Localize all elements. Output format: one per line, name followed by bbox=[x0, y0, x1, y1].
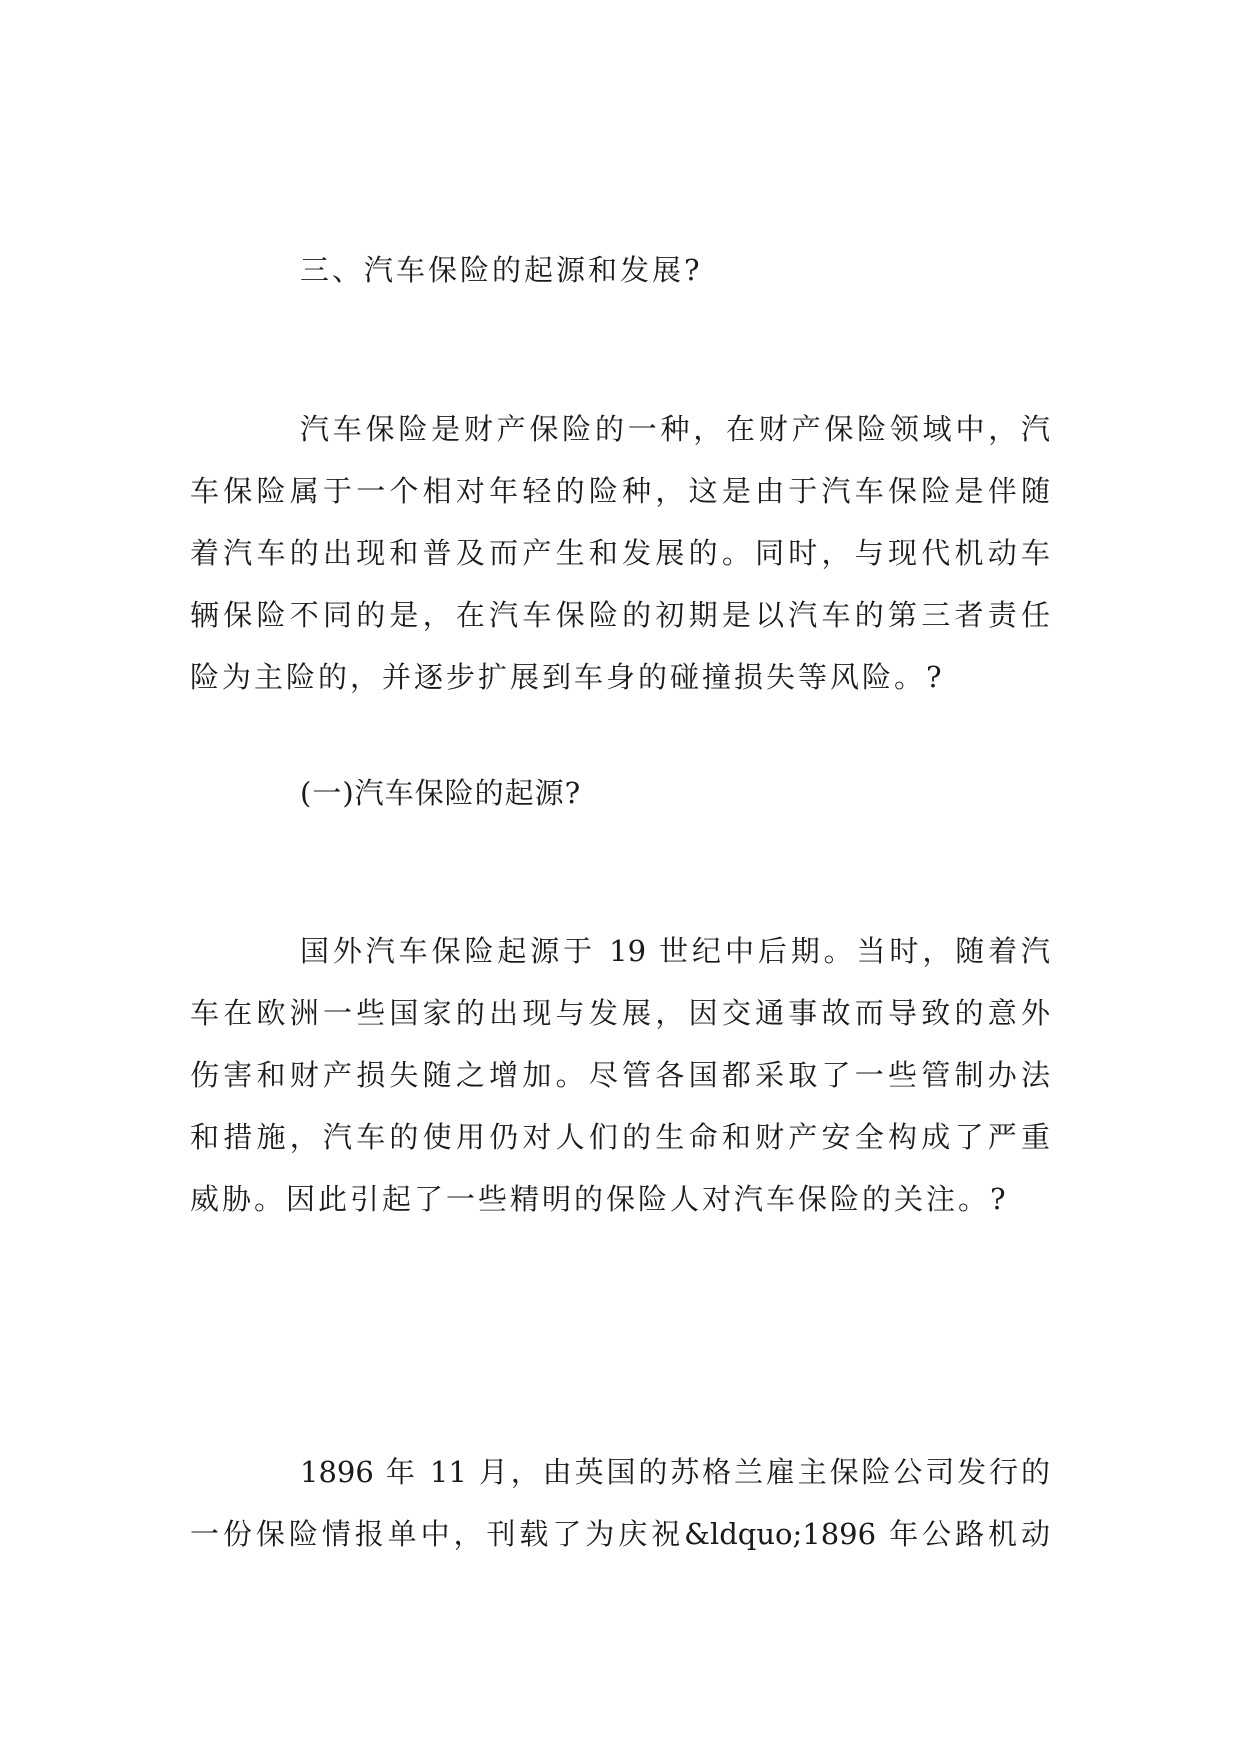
paragraph-line: 伤害和财产损失随之增加。尽管各国都采取了一些管制办法 bbox=[190, 1058, 1050, 1092]
paragraph-line: 辆保险不同的是，在汽车保险的初期是以汽车的第三者责任 bbox=[190, 598, 1050, 632]
paragraph-origin-overview bbox=[190, 409, 1050, 719]
paragraph-line: 着汽车的出现和普及而产生和发展的。同时，与现代机动车 bbox=[190, 536, 1050, 570]
paragraph-foreign-origin bbox=[190, 931, 1050, 1241]
paragraph-line: 汽车保险是财产保险的一种，在财产保险领域中，汽 bbox=[300, 412, 1050, 446]
paragraph-1896 bbox=[190, 1452, 1050, 1576]
subsection-heading: (一)汽车保险的起源? bbox=[300, 776, 582, 810]
paragraph-line: 威胁。因此引起了一些精明的保险人对汽车保险的关注。? bbox=[190, 1182, 1009, 1216]
paragraph-line: 车保险属于一个相对年轻的险种，这是由于汽车保险是伴随 bbox=[190, 474, 1050, 508]
paragraph-line: 车在欧洲一些国家的出现与发展，因交通事故而导致的意外 bbox=[190, 996, 1050, 1030]
paragraph-line: 国外汽车保险起源于 19 世纪中后期。当时，随着汽 bbox=[300, 934, 1050, 968]
paragraph-line: 险为主险的，并逐步扩展到车身的碰撞损失等风险。? bbox=[190, 660, 945, 694]
paragraph-line: 1896 年 11 月，由英国的苏格兰雇主保险公司发行的 bbox=[300, 1455, 1050, 1489]
section-heading: 三、汽车保险的起源和发展? bbox=[300, 253, 703, 287]
paragraph-line: 一份保险情报单中，刊载了为庆祝&ldquo;1896 年公路机动 bbox=[190, 1517, 1050, 1551]
paragraph-line: 和措施，汽车的使用仍对人们的生命和财产安全构成了严重 bbox=[190, 1120, 1050, 1154]
